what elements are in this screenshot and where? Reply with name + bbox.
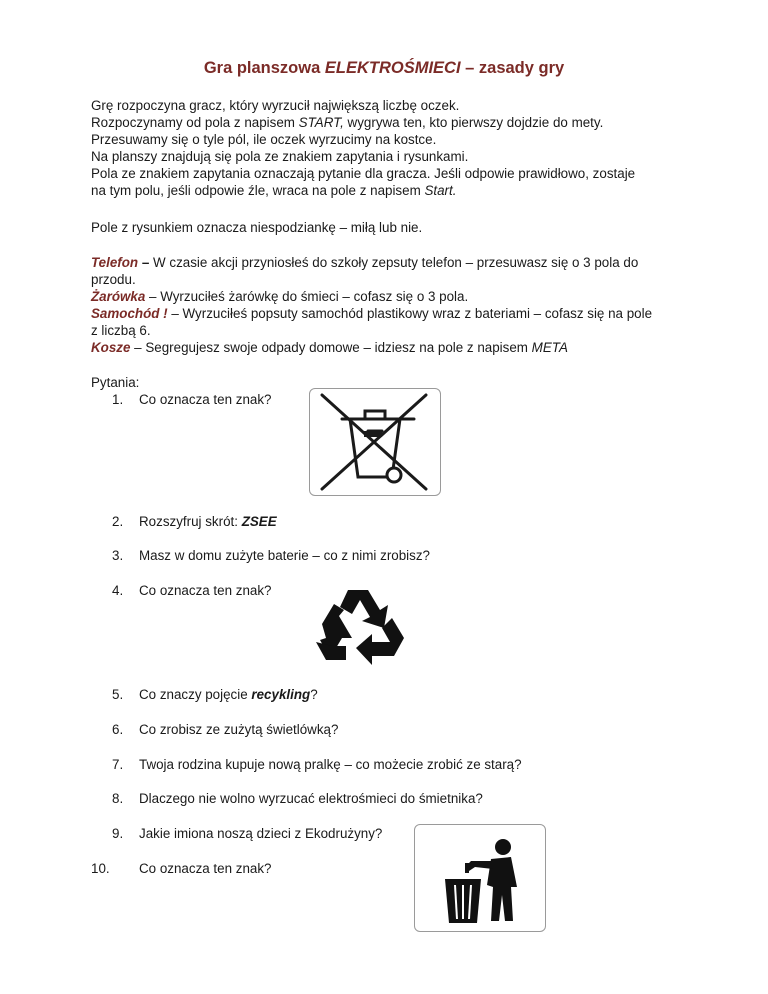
question-3: 3. Masz w domu zużyte baterie – co z nimi zrobisz? [112, 548, 430, 563]
question-9: 9. Jakie imiona noszą dzieci z Ekodrużyny? [112, 826, 383, 841]
question-1: 1. Co oznacza ten znak? [112, 392, 272, 407]
recycling-sign-image [310, 584, 410, 668]
field-samochod: Samochód ! – Wyrzuciłeś popsuty samochód plastikowy wraz z bateriami – cofasz się na pole [91, 306, 653, 321]
question-2: 2. Rozszyfruj skrót: ZSEE [112, 514, 277, 529]
person-throwing-trash-icon [415, 825, 545, 931]
question-5: 5. Co znaczy pojęcie recykling? [112, 687, 318, 702]
rule-line: Rozpoczynamy od pola z napisem START, wygrywa ten, kto pierwszy dojdzie do mety. [91, 115, 604, 130]
rule-line: na tym polu, jeśli odpowie źle, wraca na pole z napisem Start. [91, 183, 457, 198]
recycle-icon [310, 584, 410, 668]
page-title: Gra planszowa ELEKTROŚMIECI – zasady gry [203, 59, 565, 77]
question-6: 6. Co zrobisz ze zużytą świetlówką? [112, 722, 339, 737]
surprise-paragraph: Pole z rysunkiem oznacza niespodziankę – miłą lub nie. [91, 220, 423, 235]
rule-line: Pola ze znakiem zapytania oznaczają pytanie dla gracza. Jeśli odpowie prawidłowo, zostaje [91, 166, 636, 181]
rule-line: Grę rozpoczyna gracz, który wyrzucił największą liczbę oczek. [91, 98, 460, 113]
field-kosze: Kosze – Segregujesz swoje odpady domowe – idziesz na pole z napisem META [91, 340, 568, 355]
rule-line: Na planszy znajdują się pola ze znakiem zapytania i rysunkami. [91, 149, 469, 164]
crossed-bin-icon [310, 389, 440, 495]
question-8: 8. Dlaczego nie wolno wyrzucać elektrośmieci do śmietnika? [112, 791, 483, 806]
field-telefon: Telefon – W czasie akcji przyniosłeś do szkoły zepsuty telefon – przesuwasz się o 3 pola do [91, 255, 639, 270]
field-descriptions: Telefon – W czasie akcji przyniosłeś do szkoły zepsuty telefon – przesuwasz się o 3 pola do przodu. Żarówka – Wyrzuciłeś żarówkę do śmieci – cofasz się o 3 pola. Samochód ! – Wyrzuciłeś popsuty samochód plastikowy wraz z bateriami – cofasz się na pole z liczbą 6. Kosze – Segregujesz swoje odpady domowe – idziesz na pole z napisem META [91, 254, 691, 356]
field-zarowka: Żarówka – Wyrzuciłeś żarówkę do śmieci – cofasz się o 3 pola. [91, 289, 469, 304]
rule-line: Przesuwamy się o tyle pól, ile oczek wyrzucimy na kostce. [91, 132, 437, 147]
question-4: 4. Co oznacza ten znak? [112, 583, 272, 598]
litter-bin-sign-image [414, 824, 546, 932]
question-7: 7. Twoja rodzina kupuje nową pralkę – co możecie zrobić ze starą? [112, 757, 522, 772]
rules-paragraph [91, 97, 691, 199]
question-10: 10. Co oznacza ten znak? [91, 861, 272, 876]
questions-label: Pytania: [91, 375, 140, 390]
weee-sign-image [309, 388, 441, 496]
